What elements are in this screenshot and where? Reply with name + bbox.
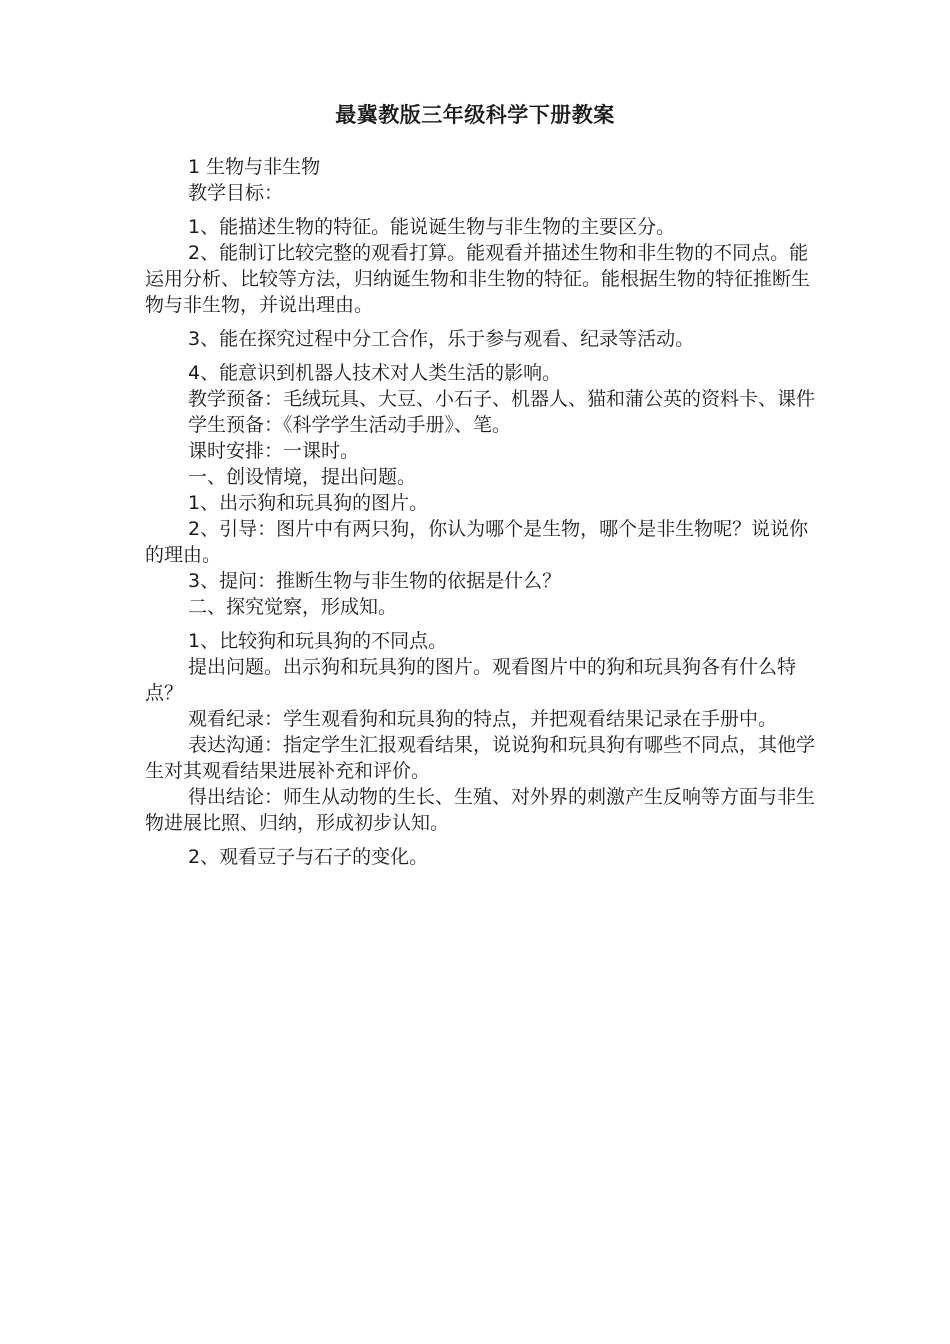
teacher-preparation: 教学预备：毛绒玩具、大豆、小石子、机器人、猫和蒲公英的资料卡、课件 (188, 388, 816, 410)
class-schedule: 课时安排：一课时。 (188, 440, 360, 462)
document-title: 最冀教版三年级科学下册教案 (335, 103, 615, 127)
objective-item: 1、能描述生物的特征。能说诞生物与非生物的主要区分。 (188, 216, 676, 238)
activity-paragraph: 得出结论：师生从动物的生长、生殖、对外界的刺激产生反响等方面与非生物进展比照、归纳，形成初步认知。 (145, 786, 816, 834)
step-item: 1、比较狗和玩具狗的不同点。 (188, 630, 448, 652)
section-heading: 一、创设情境，提出问题。 (188, 466, 417, 488)
objective-item: 2、能制订比较完整的观看打算。能观看并描述生物和非生物的不同点。能运用分析、比较等方法，归纳诞生物和非生物的特征。能根据生物的特征推断生物与非生物，并说出理由。 (145, 242, 811, 316)
activity-paragraph: 提出问题。出示狗和玩具狗的图片。观看图片中的狗和玩具狗各有什么特点？ (145, 656, 797, 704)
document-body (145, 154, 817, 870)
student-preparation: 学生预备：《科学学生活动手册》、笔。 (188, 414, 512, 436)
step-item: 2、观看豆子与石子的变化。 (188, 846, 429, 868)
step-item: 1、出示狗和玩具狗的图片。 (188, 492, 429, 514)
step-item: 2、引导：图片中有两只狗，你认为哪个是生物，哪个是非生物呢？说说你的理由。 (145, 518, 809, 566)
activity-paragraph: 观看纪录：学生观看狗和玩具狗的特点，并把观看结果记录在手册中。 (188, 708, 778, 730)
lesson-heading: 1 生物与非生物 (188, 156, 321, 178)
objective-item: 4、能意识到机器人技术对人类生活的影响。 (188, 362, 562, 384)
step-item: 3、提问：推断生物与非生物的依据是什么？ (188, 570, 562, 592)
activity-paragraph: 表达沟通：指定学生汇报观看结果，说说狗和玩具狗有哪些不同点，其他学生对其观看结果进展补充和评价。 (145, 734, 816, 782)
objectives-heading: 教学目标： (188, 182, 284, 204)
objective-item: 3、能在探究过程中分工合作，乐于参与观看、纪录等活动。 (188, 328, 695, 350)
section-heading: 二、探究觉察，形成知。 (188, 596, 398, 618)
